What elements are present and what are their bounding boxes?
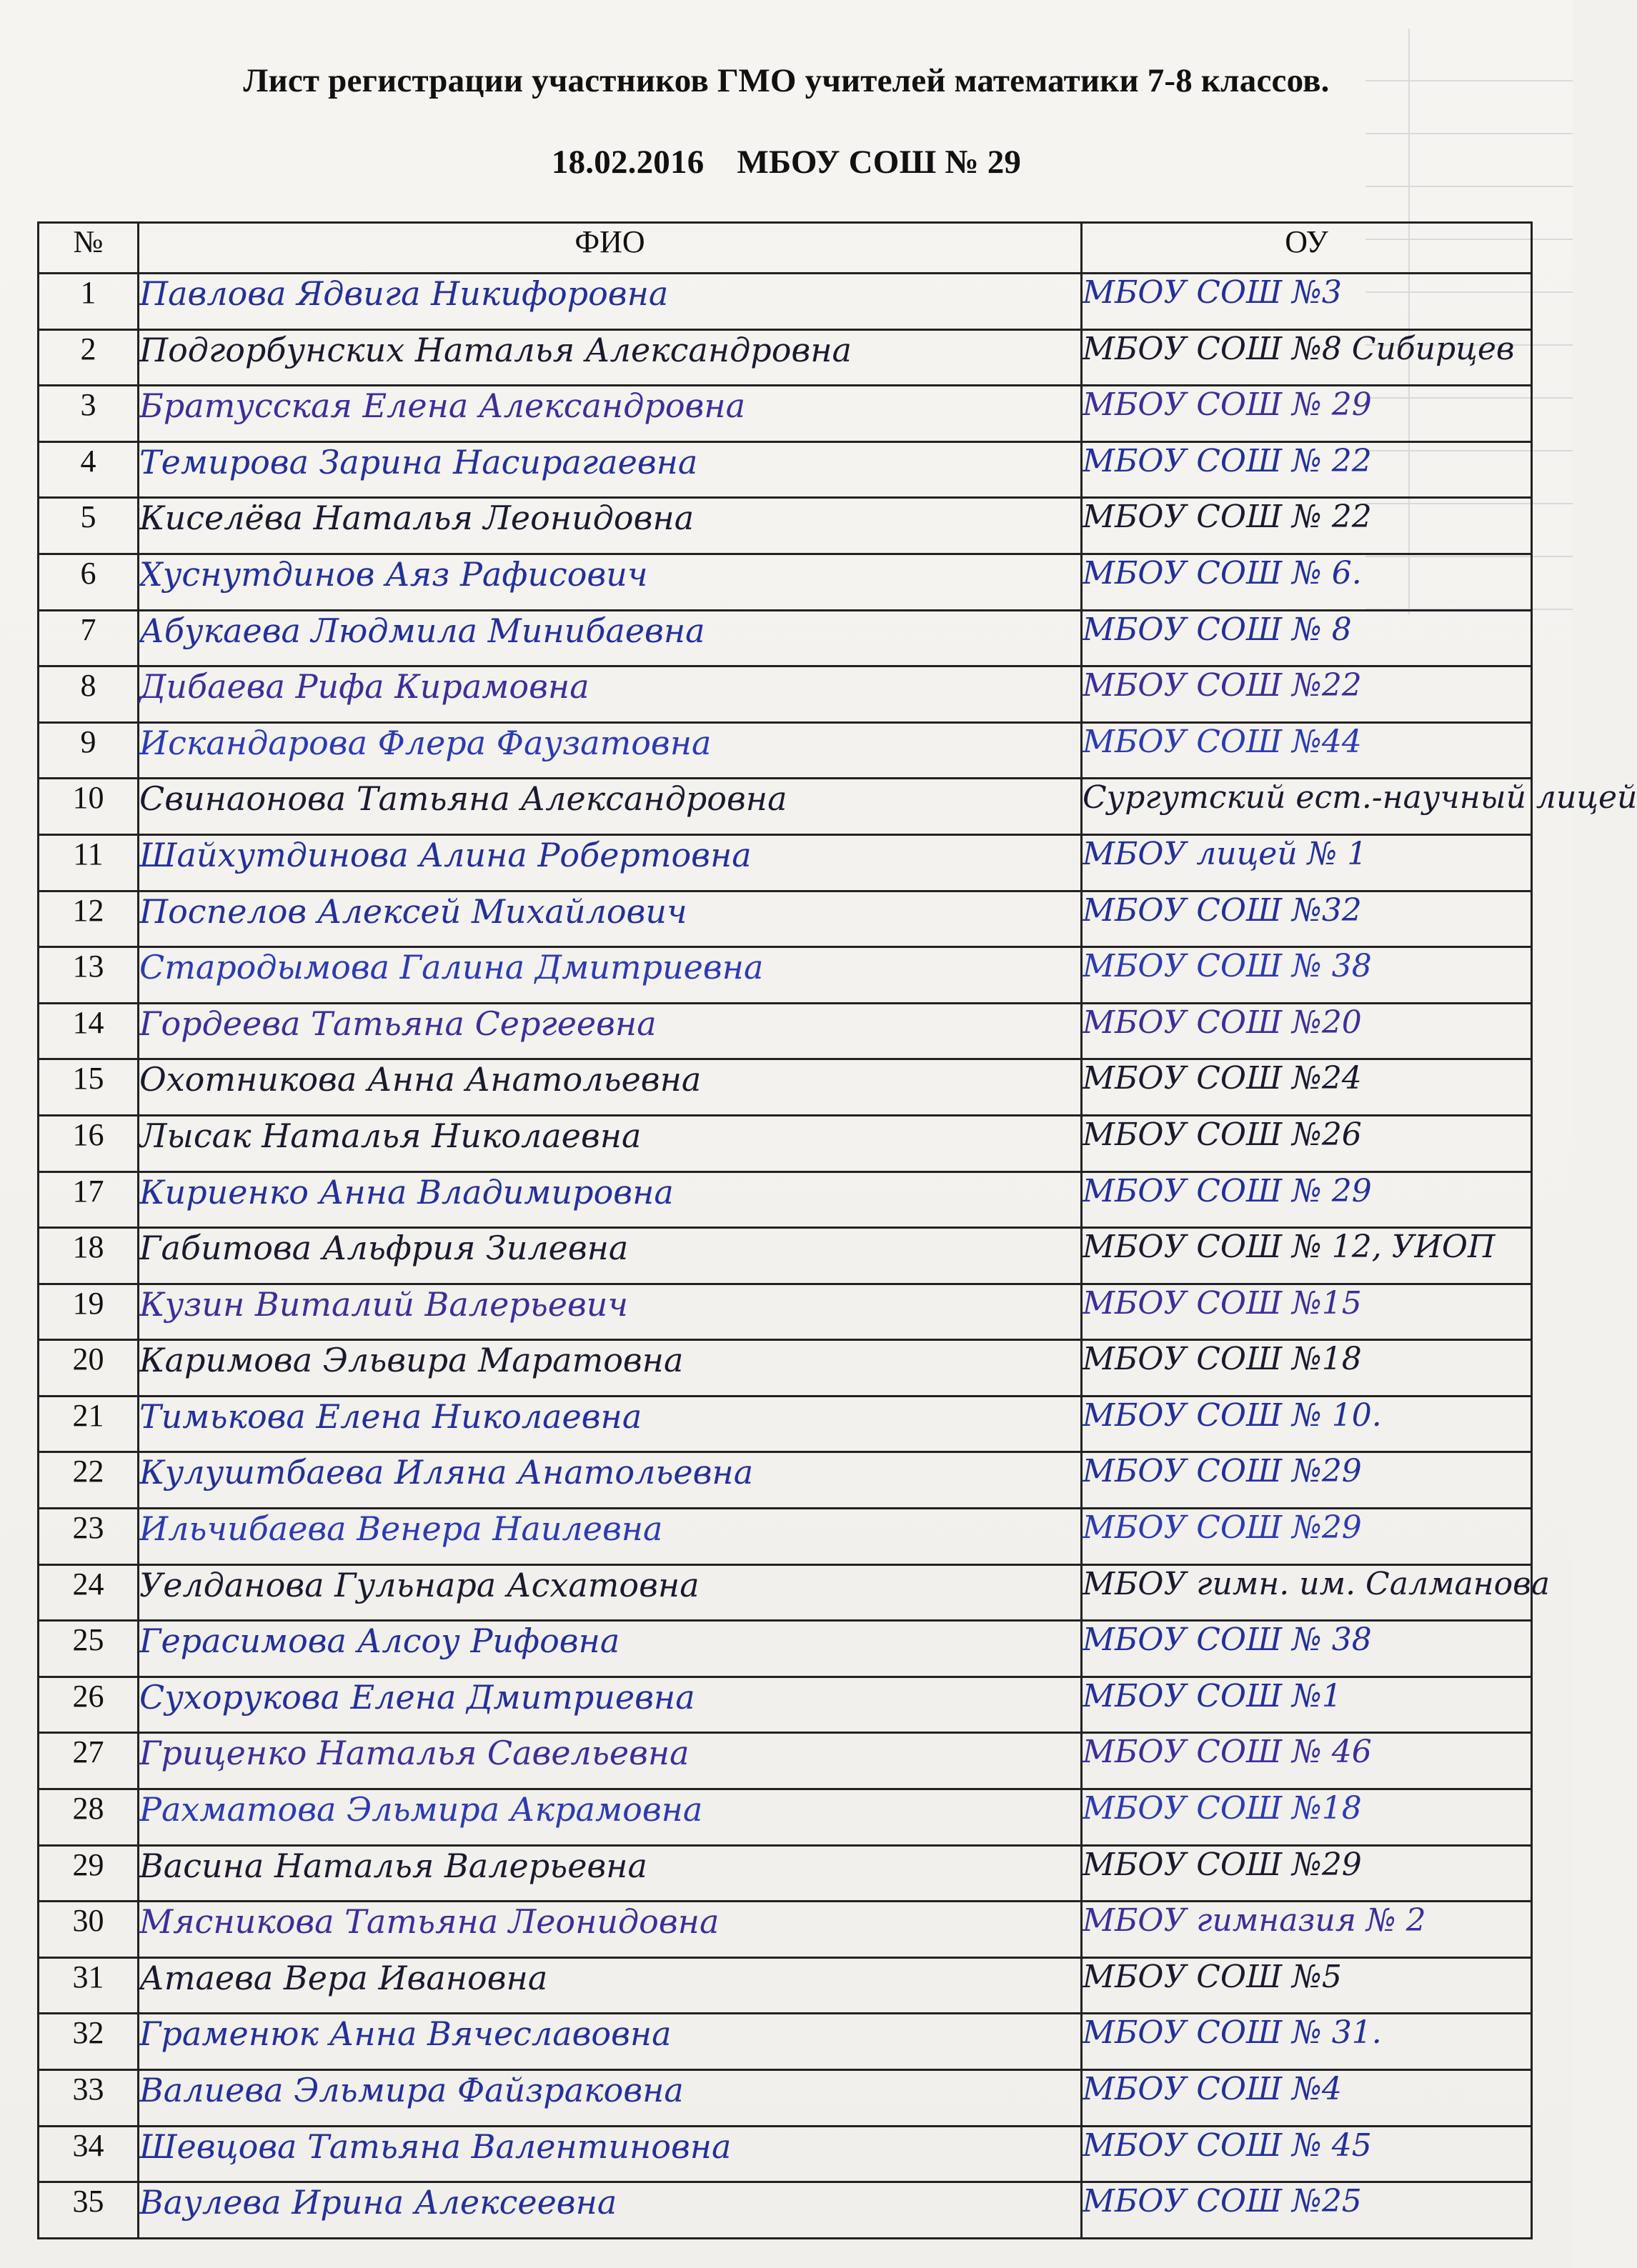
participant-school: МБОУ СОШ №18	[1082, 1789, 1532, 1846]
participant-name: Сухорукова Елена Дмитриевна	[139, 1677, 1082, 1733]
participant-name: Васина Наталья Валерьевна	[139, 1845, 1082, 1902]
participant-school: МБОУ СОШ №29	[1082, 1452, 1532, 1509]
table-row	[39, 1059, 1532, 1116]
row-number: 31	[39, 1957, 139, 2014]
participant-school: МБОУ СОШ № 6.	[1082, 554, 1532, 610]
participant-name: Павлова Ядвига Никифоровна	[139, 274, 1082, 330]
row-number: 33	[39, 2070, 139, 2127]
row-number: 19	[39, 1284, 139, 1340]
meeting-date: 18.02.2016	[551, 144, 705, 181]
table-row	[39, 1789, 1532, 1846]
table-row	[39, 1564, 1532, 1621]
participant-school: МБОУ СОШ №26	[1082, 1115, 1532, 1172]
participant-name: Валиева Эльмира Файзраковна	[139, 2070, 1082, 2127]
row-number: 17	[39, 1172, 139, 1228]
row-number: 13	[39, 947, 139, 1004]
participant-name: Свинаонова Татьяна Александровна	[139, 779, 1082, 835]
row-number: 25	[39, 1621, 139, 1677]
table-row	[39, 666, 1532, 723]
table-row	[39, 1172, 1532, 1228]
table-row	[39, 1621, 1532, 1677]
participant-school: МБОУ СОШ №24	[1082, 1059, 1532, 1116]
participant-school: МБОУ СОШ №8 Сибирцев	[1082, 329, 1532, 386]
host-school: МБОУ СОШ № 29	[737, 144, 1022, 181]
row-number: 22	[39, 1452, 139, 1509]
row-number: 16	[39, 1115, 139, 1172]
row-number: 34	[39, 2126, 139, 2182]
table-row	[39, 947, 1532, 1004]
participant-name: Уелданова Гульнара Асхатовна	[139, 1564, 1082, 1621]
participant-school: МБОУ СОШ № 22	[1082, 441, 1532, 498]
participant-name: Шевцова Татьяна Валентиновна	[139, 2126, 1082, 2182]
participant-school: МБОУ СОШ № 12, УИОП	[1082, 1228, 1532, 1284]
participant-name: Шайхутдинова Алина Робертовна	[139, 834, 1082, 891]
table-row	[39, 274, 1532, 330]
row-number: 21	[39, 1396, 139, 1452]
participant-name: Граменюк Анна Вячеславовна	[139, 2014, 1082, 2070]
participant-name: Мясникова Татьяна Леонидовна	[139, 1902, 1082, 1958]
table-row	[39, 1902, 1532, 1958]
table-row	[39, 610, 1532, 666]
registration-table	[37, 221, 1637, 2239]
row-number: 23	[39, 1509, 139, 1565]
participant-name: Охотникова Анна Анатольевна	[139, 1059, 1082, 1116]
table-row	[39, 1115, 1532, 1172]
row-number: 28	[39, 1789, 139, 1846]
participant-name: Кулуштбаева Иляна Анатольевна	[139, 1452, 1082, 1509]
participant-name: Абукаева Людмила Минибаевна	[139, 610, 1082, 666]
participant-school: МБОУ СОШ №5	[1082, 1957, 1532, 2014]
table-row	[39, 329, 1532, 386]
row-number: 20	[39, 1340, 139, 1397]
participant-school: МБОУ гимназия № 2	[1082, 1902, 1532, 1958]
participant-school: МБОУ СОШ №15	[1082, 1284, 1532, 1340]
column-header-school: ОУ	[1082, 223, 1532, 274]
participant-school: МБОУ СОШ №44	[1082, 722, 1532, 779]
participant-name: Гордеева Татьяна Сергеевна	[139, 1003, 1082, 1059]
participant-school: МБОУ СОШ №18	[1082, 1340, 1532, 1397]
table-row	[39, 386, 1532, 442]
row-number: 14	[39, 1003, 139, 1059]
table-row	[39, 891, 1532, 947]
row-number: 24	[39, 1564, 139, 1621]
participant-name: Стародымова Галина Дмитриевна	[139, 947, 1082, 1004]
table-row	[39, 2014, 1532, 2070]
table-row	[39, 2126, 1532, 2182]
row-number: 6	[39, 554, 139, 610]
table-row	[39, 1452, 1532, 1509]
participant-school: МБОУ СОШ №29	[1082, 1509, 1532, 1565]
participant-name: Дибаева Рифа Кирамовна	[139, 666, 1082, 723]
participant-school: МБОУ СОШ №20	[1082, 1003, 1532, 1059]
participant-school: МБОУ СОШ № 38	[1082, 1621, 1532, 1677]
table-row	[39, 834, 1532, 891]
table-row	[39, 1677, 1532, 1733]
participant-school: Сургутский ест.-научный лицей	[1082, 779, 1532, 835]
table-row	[39, 554, 1532, 610]
table-row	[39, 1957, 1532, 2014]
participant-name: Габитова Альфрия Зилевна	[139, 1228, 1082, 1284]
row-number: 27	[39, 1733, 139, 1789]
participant-name: Братусская Елена Александровна	[139, 386, 1082, 442]
participant-name: Герасимова Алсоу Рифовна	[139, 1621, 1082, 1677]
row-number: 9	[39, 722, 139, 779]
participant-school: МБОУ СОШ № 10.	[1082, 1396, 1532, 1452]
participant-name: Подгорбунских Наталья Александровна	[139, 329, 1082, 386]
table-row	[39, 2182, 1532, 2239]
participant-school: МБОУ лицей № 1	[1082, 834, 1532, 891]
row-number: 3	[39, 386, 139, 442]
participant-name: Киселёва Наталья Леонидовна	[139, 498, 1082, 554]
participant-name: Темирова Зарина Насирагаевна	[139, 441, 1082, 498]
row-number: 11	[39, 834, 139, 891]
table-body	[39, 274, 1637, 2239]
document-subtitle	[0, 143, 1573, 181]
table-row	[39, 1396, 1532, 1452]
column-header-number: №	[39, 223, 139, 274]
participant-school: МБОУ СОШ №1	[1082, 1677, 1532, 1733]
participant-school: МБОУ СОШ №3	[1082, 274, 1532, 330]
table-row	[39, 1733, 1532, 1789]
table-row	[39, 1509, 1532, 1565]
row-number: 5	[39, 498, 139, 554]
table-header-row	[39, 223, 1532, 274]
row-number: 15	[39, 1059, 139, 1116]
row-number: 29	[39, 1845, 139, 1902]
participant-school: МБОУ СОШ № 22	[1082, 498, 1532, 554]
row-number: 8	[39, 666, 139, 723]
row-number: 32	[39, 2014, 139, 2070]
participant-name: Кириенко Анна Владимировна	[139, 1172, 1082, 1228]
participant-name: Кузин Виталий Валерьевич	[139, 1284, 1082, 1340]
participant-school: МБОУ СОШ №4	[1082, 2070, 1532, 2127]
participant-school: МБОУ СОШ № 31.	[1082, 2014, 1532, 2070]
table-row	[39, 2070, 1532, 2127]
row-number: 18	[39, 1228, 139, 1284]
participant-name: Гриценко Наталья Савельевна	[139, 1733, 1082, 1789]
table-row	[39, 779, 1532, 835]
participant-school: МБОУ гимн. им. Салманова	[1082, 1564, 1532, 1621]
participant-name: Каримова Эльвира Маратовна	[139, 1340, 1082, 1397]
table-row	[39, 1284, 1532, 1340]
table-row	[39, 441, 1532, 498]
table-row	[39, 1340, 1532, 1397]
participant-school: МБОУ СОШ №25	[1082, 2182, 1532, 2239]
participant-name: Лысак Наталья Николаевна	[139, 1115, 1082, 1172]
participant-name: Атаева Вера Ивановна	[139, 1957, 1082, 2014]
row-number: 12	[39, 891, 139, 947]
participant-school: МБОУ СОШ № 29	[1082, 1172, 1532, 1228]
participant-name: Ваулева Ирина Алексеевна	[139, 2182, 1082, 2239]
row-number: 35	[39, 2182, 139, 2239]
participant-school: МБОУ СОШ № 38	[1082, 947, 1532, 1004]
participant-school: МБОУ СОШ № 45	[1082, 2126, 1532, 2182]
document-title: Лист регистрации участников ГМО учителей математики 7-8 классов.	[243, 62, 1330, 99]
participant-name: Рахматова Эльмира Акрамовна	[139, 1789, 1082, 1846]
participant-name: Поспелов Алексей Михайлович	[139, 891, 1082, 947]
row-number: 10	[39, 779, 139, 835]
table-row	[39, 722, 1532, 779]
table-row	[39, 498, 1532, 554]
row-number: 26	[39, 1677, 139, 1733]
participant-school: МБОУ СОШ № 46	[1082, 1733, 1532, 1789]
column-header-name: ФИО	[139, 223, 1082, 274]
participant-school: МБОУ СОШ № 8	[1082, 610, 1532, 666]
table-row	[39, 1003, 1532, 1059]
row-number: 4	[39, 441, 139, 498]
participant-school: МБОУ СОШ №29	[1082, 1845, 1532, 1902]
participant-name: Хуснутдинов Аяз Рафисович	[139, 554, 1082, 610]
row-number: 30	[39, 1902, 139, 1958]
participant-name: Тимькова Елена Николаевна	[139, 1396, 1082, 1452]
table-row	[39, 1845, 1532, 1902]
row-number: 7	[39, 610, 139, 666]
row-number: 2	[39, 329, 139, 386]
row-number: 1	[39, 274, 139, 330]
table-row	[39, 1228, 1532, 1284]
participant-school: МБОУ СОШ № 29	[1082, 386, 1532, 442]
participant-name: Искандарова Флера Фаузатовна	[139, 722, 1082, 779]
participant-school: МБОУ СОШ №32	[1082, 891, 1532, 947]
participant-school: МБОУ СОШ №22	[1082, 666, 1532, 723]
participant-name: Ильчибаева Венера Наилевна	[139, 1509, 1082, 1565]
